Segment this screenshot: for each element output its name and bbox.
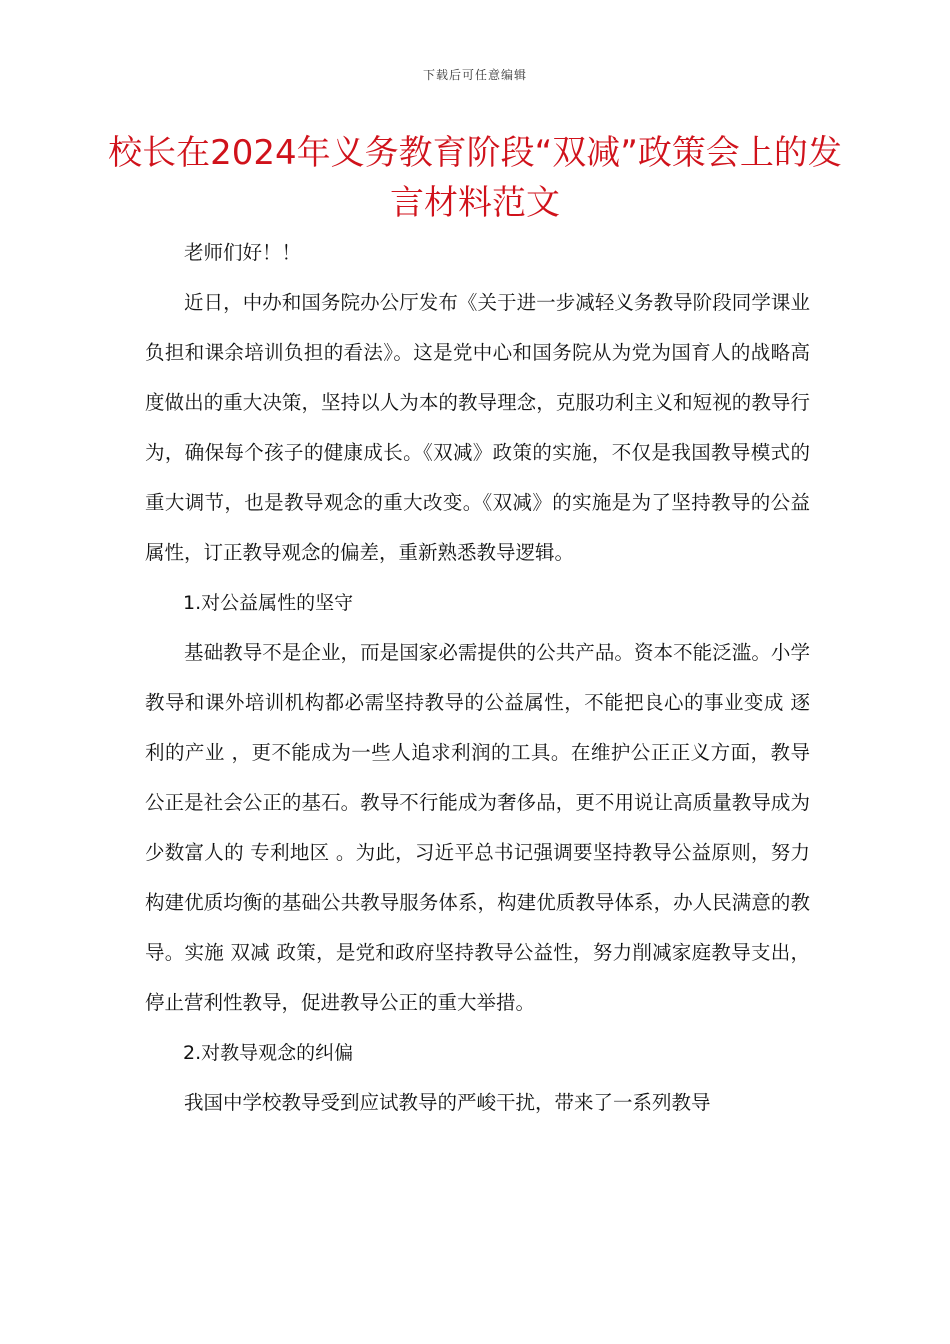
body-paragraph: 基础教导不是企业，而是国家必需提供的公共产品。资本不能泛滥。小学教导和课外培训机构都必需坚持教导的公益属性，不能把良心的事业变成 逐利的产业 ，更不能成为一些人追求利润的工具。在维护公正正义方面，教导公正是社会公正的基石。教导不行能成为奢侈品，更不用说让高质量教导成为少数富人的 专利地区 。为此，习近平总书记强调要坚持教导公益原则，努力构建优质均衡的基础公共教导服务体系，构建优质教导体系，办人民满意的教导。实施 双减 政策，是党和政府坚持教导公益性，努力削减家庭教导支出，停止营利性教导，促进教导公正的重大举措。 bbox=[145, 641, 810, 1014]
section-heading-1: 1.对公益属性的坚守 bbox=[183, 592, 354, 614]
body-paragraph: 我国中学校教导受到应试教导的严峻干扰，带来了一系列教导 bbox=[184, 1091, 711, 1114]
greeting-paragraph: 老师们好！！ bbox=[184, 241, 302, 264]
header-note: 下载后可任意编辑 bbox=[422, 68, 527, 82]
section-heading-2: 2.对教导观念的纠偏 bbox=[183, 1042, 354, 1064]
body-paragraph: 近日，中办和国务院办公厅发布《关于进一步减轻义务教导阶段同学课业负担和课余培训负担的看法》。这是党中心和国务院从为党为国育人的战略高度做出的重大决策，坚持以人为本的教导理念，克服功利主义和短视的教导行为，确保每个孩子的健康成长。《双减》政策的实施，不仅是我国教导模式的重大调节，也是教导观念的重大改变。《双减》的实施是为了坚持教导的公益属性，订正教导观念的偏差，重新熟悉教导逻辑。 bbox=[145, 291, 810, 564]
document-title: 校长在2024年义务教育阶段“双减”政策会上的发言材料范文 bbox=[108, 133, 842, 223]
document-body bbox=[145, 228, 810, 1128]
